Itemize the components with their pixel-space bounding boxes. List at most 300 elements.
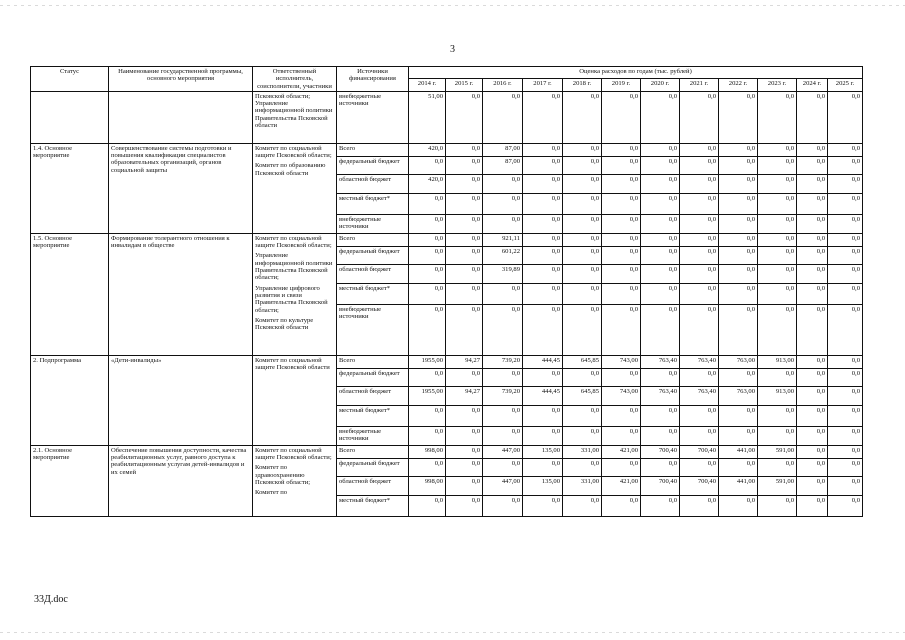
value-cell: 0,0 (483, 214, 523, 233)
value-cell: 135,00 (523, 445, 563, 458)
value-cell: 0,0 (446, 283, 483, 304)
value-cell: 0,0 (446, 143, 483, 156)
value-cell: 0,0 (602, 214, 641, 233)
value-cell: 700,40 (680, 476, 719, 495)
value-cell: 0,0 (563, 405, 602, 426)
value-cell: 0,0 (719, 174, 758, 193)
source-cell: Всего (337, 233, 409, 246)
value-cell: 51,00 (409, 91, 446, 143)
year-header: 2020 г. (641, 79, 680, 91)
table-row (31, 91, 863, 143)
value-cell: 0,0 (446, 405, 483, 426)
value-cell: 0,0 (409, 405, 446, 426)
table-row (31, 233, 863, 246)
value-cell: 0,0 (409, 246, 446, 264)
value-cell: 87,00 (483, 156, 523, 174)
value-cell: 0,0 (446, 495, 483, 516)
value-cell: 0,0 (641, 91, 680, 143)
value-cell: 331,00 (563, 445, 602, 458)
value-cell: 0,0 (758, 368, 797, 386)
value-cell: 0,0 (602, 458, 641, 476)
value-cell: 0,0 (602, 495, 641, 516)
source-cell: областной бюджет (337, 174, 409, 193)
source-cell: федеральный бюджет (337, 156, 409, 174)
value-cell: 0,0 (641, 193, 680, 214)
header-estimate: Оценка расходов по годам (тыс. рублей) (409, 67, 863, 79)
executor-entry: Псковской области; (255, 92, 311, 100)
source-cell: областной бюджет (337, 476, 409, 495)
value-cell: 0,0 (828, 386, 863, 405)
value-cell: 0,0 (523, 246, 563, 264)
value-cell: 1955,00 (409, 386, 446, 405)
value-cell: 0,0 (409, 458, 446, 476)
value-cell: 921,11 (483, 233, 523, 246)
value-cell: 0,0 (719, 495, 758, 516)
value-cell: 0,0 (641, 495, 680, 516)
table-body (31, 91, 863, 516)
executor-entry: Комитет по социальной защите Псковской области; (255, 446, 332, 462)
value-cell: 0,0 (797, 476, 828, 495)
value-cell: 591,00 (758, 476, 797, 495)
year-header: 2014 г. (409, 79, 446, 91)
value-cell: 0,0 (563, 193, 602, 214)
value-cell: 0,0 (523, 143, 563, 156)
value-cell: 0,0 (641, 156, 680, 174)
year-header: 2016 г. (483, 79, 523, 91)
executor-cell (253, 445, 337, 516)
value-cell: 0,0 (602, 156, 641, 174)
status-cell: 2. Подпрограмма (31, 355, 109, 445)
executor-cell (253, 91, 337, 143)
value-cell: 0,0 (446, 214, 483, 233)
value-cell: 0,0 (446, 91, 483, 143)
scan-artifact-top (0, 5, 905, 6)
value-cell: 135,00 (523, 476, 563, 495)
value-cell: 0,0 (797, 445, 828, 458)
source-cell: областной бюджет (337, 264, 409, 283)
source-cell: внебюджетные источники (337, 91, 409, 143)
value-cell: 0,0 (680, 193, 719, 214)
value-cell: 0,0 (719, 214, 758, 233)
value-cell: 0,0 (409, 264, 446, 283)
value-cell: 0,0 (483, 193, 523, 214)
value-cell: 0,0 (483, 91, 523, 143)
value-cell: 0,0 (828, 476, 863, 495)
source-cell: федеральный бюджет (337, 458, 409, 476)
value-cell: 0,0 (719, 156, 758, 174)
value-cell: 0,0 (483, 495, 523, 516)
value-cell: 0,0 (797, 283, 828, 304)
value-cell: 739,20 (483, 355, 523, 368)
year-header: 2022 г. (719, 79, 758, 91)
header-status: Статус (31, 67, 109, 92)
value-cell: 0,0 (641, 233, 680, 246)
value-cell: 763,40 (641, 386, 680, 405)
value-cell: 0,0 (828, 304, 863, 355)
value-cell: 0,0 (641, 304, 680, 355)
source-cell: внебюджетные источники (337, 426, 409, 445)
value-cell: 0,0 (602, 283, 641, 304)
value-cell: 0,0 (641, 214, 680, 233)
value-cell: 444,45 (523, 355, 563, 368)
value-cell: 0,0 (680, 368, 719, 386)
value-cell: 0,0 (409, 304, 446, 355)
value-cell: 0,0 (828, 458, 863, 476)
value-cell: 0,0 (758, 174, 797, 193)
value-cell: 0,0 (680, 495, 719, 516)
value-cell: 0,0 (602, 91, 641, 143)
header-program: Наименование государственной программы, основного мероприятия (109, 67, 253, 92)
value-cell: 0,0 (797, 193, 828, 214)
value-cell: 0,0 (602, 233, 641, 246)
value-cell: 1955,00 (409, 355, 446, 368)
value-cell: 0,0 (797, 368, 828, 386)
value-cell: 444,45 (523, 386, 563, 405)
value-cell: 0,0 (719, 426, 758, 445)
value-cell: 0,0 (758, 193, 797, 214)
value-cell: 0,0 (758, 91, 797, 143)
value-cell: 0,0 (797, 304, 828, 355)
value-cell: 763,40 (680, 386, 719, 405)
value-cell: 0,0 (797, 246, 828, 264)
value-cell: 0,0 (602, 368, 641, 386)
value-cell: 0,0 (523, 426, 563, 445)
value-cell: 913,00 (758, 355, 797, 368)
value-cell: 0,0 (758, 264, 797, 283)
value-cell: 0,0 (719, 233, 758, 246)
year-header: 2025 г. (828, 79, 863, 91)
value-cell: 0,0 (563, 495, 602, 516)
value-cell: 739,20 (483, 386, 523, 405)
budget-table (30, 66, 863, 517)
value-cell: 0,0 (797, 386, 828, 405)
value-cell: 0,0 (602, 426, 641, 445)
value-cell: 0,0 (680, 304, 719, 355)
value-cell: 0,0 (828, 143, 863, 156)
year-header: 2019 г. (602, 79, 641, 91)
value-cell: 0,0 (797, 405, 828, 426)
value-cell: 0,0 (446, 233, 483, 246)
executor-entry: Комитет по социальной защите Псковской области; (255, 144, 332, 160)
value-cell: 0,0 (680, 246, 719, 264)
year-header: 2023 г. (758, 79, 797, 91)
value-cell: 0,0 (409, 426, 446, 445)
value-cell: 0,0 (797, 156, 828, 174)
value-cell: 0,0 (641, 143, 680, 156)
status-cell: 2.1. Основное мероприятие (31, 445, 109, 516)
source-cell: Всего (337, 445, 409, 458)
value-cell: 0,0 (719, 143, 758, 156)
value-cell: 0,0 (719, 193, 758, 214)
value-cell: 645,85 (563, 355, 602, 368)
value-cell: 0,0 (563, 174, 602, 193)
program-cell (109, 91, 253, 143)
value-cell: 0,0 (563, 426, 602, 445)
value-cell: 420,0 (409, 174, 446, 193)
value-cell: 0,0 (523, 458, 563, 476)
value-cell: 645,85 (563, 386, 602, 405)
value-cell: 0,0 (828, 445, 863, 458)
executor-cell (253, 143, 337, 233)
value-cell: 0,0 (797, 355, 828, 368)
value-cell: 0,0 (680, 426, 719, 445)
value-cell: 0,0 (758, 214, 797, 233)
value-cell: 601,22 (483, 246, 523, 264)
value-cell: 763,00 (719, 386, 758, 405)
value-cell: 0,0 (758, 405, 797, 426)
value-cell: 0,0 (797, 264, 828, 283)
value-cell: 0,0 (483, 283, 523, 304)
value-cell: 591,00 (758, 445, 797, 458)
value-cell: 0,0 (409, 368, 446, 386)
value-cell: 0,0 (523, 193, 563, 214)
value-cell: 0,0 (680, 174, 719, 193)
program-cell: Обеспечение повышения доступности, качества реабилитационных услуг, равного доступа к реабилитационным услугам детей-инвалидов и их семей (109, 445, 253, 516)
value-cell: 0,0 (641, 426, 680, 445)
value-cell: 0,0 (409, 233, 446, 246)
value-cell: 0,0 (797, 495, 828, 516)
value-cell: 0,0 (680, 91, 719, 143)
value-cell: 94,27 (446, 355, 483, 368)
value-cell: 0,0 (680, 214, 719, 233)
value-cell: 0,0 (563, 233, 602, 246)
year-header: 2017 г. (523, 79, 563, 91)
value-cell: 0,0 (828, 193, 863, 214)
source-cell: местный бюджет* (337, 405, 409, 426)
value-cell: 0,0 (828, 495, 863, 516)
value-cell: 0,0 (563, 246, 602, 264)
source-cell: федеральный бюджет (337, 368, 409, 386)
value-cell: 0,0 (828, 426, 863, 445)
table-row (31, 445, 863, 458)
footer-filename: 33Д.doc (34, 594, 68, 605)
value-cell: 0,0 (523, 174, 563, 193)
value-cell: 0,0 (446, 458, 483, 476)
value-cell: 0,0 (523, 283, 563, 304)
value-cell: 913,00 (758, 386, 797, 405)
executor-entry: Управление цифрового развития и связи Правительства Псковской области; (255, 284, 328, 314)
executor-entry: Комитет по здравоохранению Псковской области; (255, 464, 311, 487)
value-cell: 0,0 (523, 495, 563, 516)
value-cell: 441,00 (719, 445, 758, 458)
value-cell: 0,0 (758, 458, 797, 476)
value-cell: 0,0 (446, 174, 483, 193)
year-header: 2024 г. (797, 79, 828, 91)
value-cell: 0,0 (483, 458, 523, 476)
value-cell: 0,0 (828, 233, 863, 246)
page-number: 3 (450, 44, 455, 55)
value-cell: 441,00 (719, 476, 758, 495)
value-cell: 700,40 (641, 476, 680, 495)
value-cell: 0,0 (446, 426, 483, 445)
value-cell: 0,0 (483, 426, 523, 445)
value-cell: 0,0 (680, 143, 719, 156)
value-cell: 700,40 (680, 445, 719, 458)
value-cell: 0,0 (719, 458, 758, 476)
source-cell: федеральный бюджет (337, 246, 409, 264)
value-cell: 0,0 (523, 156, 563, 174)
value-cell: 0,0 (483, 368, 523, 386)
program-cell: Формирование толерантного отношения к инвалидам в обществе (109, 233, 253, 355)
value-cell: 421,00 (602, 445, 641, 458)
value-cell: 0,0 (446, 304, 483, 355)
source-cell: Всего (337, 355, 409, 368)
source-cell: областной бюджет (337, 386, 409, 405)
value-cell: 0,0 (602, 174, 641, 193)
value-cell: 0,0 (641, 283, 680, 304)
value-cell: 0,0 (446, 246, 483, 264)
year-header: 2021 г. (680, 79, 719, 91)
value-cell: 0,0 (758, 156, 797, 174)
value-cell: 0,0 (797, 426, 828, 445)
value-cell: 0,0 (828, 91, 863, 143)
value-cell: 0,0 (797, 91, 828, 143)
executor-entry: Комитет по (255, 489, 288, 497)
value-cell: 0,0 (828, 174, 863, 193)
executor-entry: Управление информационной политики Правительства Псковской области (255, 100, 333, 130)
value-cell: 0,0 (563, 91, 602, 143)
value-cell: 0,0 (602, 405, 641, 426)
status-cell: 1.4. Основное мероприятие (31, 143, 109, 233)
value-cell: 0,0 (483, 174, 523, 193)
source-cell: местный бюджет* (337, 283, 409, 304)
value-cell: 0,0 (758, 495, 797, 516)
value-cell: 743,00 (602, 386, 641, 405)
value-cell: 0,0 (523, 214, 563, 233)
value-cell: 331,00 (563, 476, 602, 495)
executor-cell (253, 233, 337, 355)
value-cell: 763,00 (719, 355, 758, 368)
table-row (31, 355, 863, 368)
value-cell: 763,40 (680, 355, 719, 368)
value-cell: 763,40 (641, 355, 680, 368)
value-cell: 0,0 (563, 264, 602, 283)
value-cell: 0,0 (680, 405, 719, 426)
table-row (31, 143, 863, 156)
value-cell: 0,0 (719, 264, 758, 283)
value-cell: 0,0 (758, 304, 797, 355)
value-cell: 0,0 (483, 304, 523, 355)
value-cell: 0,0 (680, 233, 719, 246)
value-cell: 0,0 (758, 233, 797, 246)
value-cell: 87,00 (483, 143, 523, 156)
header-source: Источники финансирования (337, 67, 409, 92)
value-cell: 0,0 (680, 283, 719, 304)
value-cell: 0,0 (563, 143, 602, 156)
value-cell: 0,0 (641, 368, 680, 386)
value-cell: 0,0 (641, 264, 680, 283)
value-cell: 0,0 (563, 458, 602, 476)
value-cell: 0,0 (641, 458, 680, 476)
table-header (31, 67, 863, 92)
executor-entry: Комитет по социальной защите Псковской области (255, 356, 330, 372)
value-cell: 0,0 (797, 458, 828, 476)
value-cell: 743,00 (602, 355, 641, 368)
value-cell: 0,0 (680, 156, 719, 174)
value-cell: 0,0 (797, 174, 828, 193)
scan-artifact-bottom (0, 632, 905, 633)
value-cell: 0,0 (719, 304, 758, 355)
value-cell: 998,00 (409, 445, 446, 458)
value-cell: 0,0 (797, 143, 828, 156)
value-cell: 0,0 (828, 246, 863, 264)
value-cell: 0,0 (828, 368, 863, 386)
value-cell: 700,40 (641, 445, 680, 458)
value-cell: 0,0 (523, 304, 563, 355)
value-cell: 0,0 (680, 264, 719, 283)
value-cell: 0,0 (446, 156, 483, 174)
value-cell: 0,0 (828, 405, 863, 426)
value-cell: 0,0 (563, 304, 602, 355)
value-cell: 0,0 (641, 174, 680, 193)
value-cell: 0,0 (641, 246, 680, 264)
value-cell: 0,0 (602, 143, 641, 156)
header-executor: Ответственный исполнитель, соисполнители, участники (253, 67, 337, 92)
program-cell: «Дети-инвалиды» (109, 355, 253, 445)
value-cell: 0,0 (797, 233, 828, 246)
source-cell: внебюджетные источники (337, 214, 409, 233)
year-header: 2015 г. (446, 79, 483, 91)
value-cell: 0,0 (563, 214, 602, 233)
value-cell: 0,0 (409, 193, 446, 214)
value-cell: 0,0 (719, 405, 758, 426)
status-cell (31, 91, 109, 143)
year-header: 2018 г. (563, 79, 602, 91)
value-cell: 0,0 (523, 91, 563, 143)
executor-cell (253, 355, 337, 445)
value-cell: 0,0 (602, 193, 641, 214)
value-cell: 0,0 (602, 264, 641, 283)
value-cell: 0,0 (828, 156, 863, 174)
source-cell: Всего (337, 143, 409, 156)
value-cell: 0,0 (446, 445, 483, 458)
executor-entry: Комитет по образованию Псковской области (255, 162, 326, 177)
value-cell: 0,0 (828, 283, 863, 304)
value-cell: 0,0 (446, 264, 483, 283)
value-cell: 0,0 (828, 214, 863, 233)
value-cell: 0,0 (758, 143, 797, 156)
value-cell: 0,0 (719, 368, 758, 386)
value-cell: 420,0 (409, 143, 446, 156)
value-cell: 421,00 (602, 476, 641, 495)
value-cell: 447,00 (483, 476, 523, 495)
value-cell: 0,0 (409, 495, 446, 516)
value-cell: 0,0 (409, 214, 446, 233)
value-cell: 0,0 (483, 405, 523, 426)
value-cell: 0,0 (523, 264, 563, 283)
value-cell: 0,0 (828, 264, 863, 283)
value-cell: 0,0 (719, 246, 758, 264)
value-cell: 0,0 (563, 283, 602, 304)
value-cell: 0,0 (758, 246, 797, 264)
value-cell: 0,0 (523, 368, 563, 386)
source-cell: местный бюджет* (337, 495, 409, 516)
source-cell: внебюджетные источники (337, 304, 409, 355)
value-cell: 0,0 (719, 91, 758, 143)
value-cell: 0,0 (446, 476, 483, 495)
value-cell: 319,89 (483, 264, 523, 283)
value-cell: 0,0 (409, 283, 446, 304)
value-cell: 0,0 (446, 193, 483, 214)
program-cell: Совершенствование системы подготовки и повышения квалификации специалистов образовательных организаций, органов социальной защиты (109, 143, 253, 233)
value-cell: 0,0 (602, 246, 641, 264)
source-cell: местный бюджет* (337, 193, 409, 214)
value-cell: 0,0 (409, 156, 446, 174)
executor-entry: Комитет по культуре Псковской области (255, 316, 314, 332)
value-cell: 0,0 (797, 214, 828, 233)
value-cell: 0,0 (828, 355, 863, 368)
value-cell: 0,0 (719, 283, 758, 304)
